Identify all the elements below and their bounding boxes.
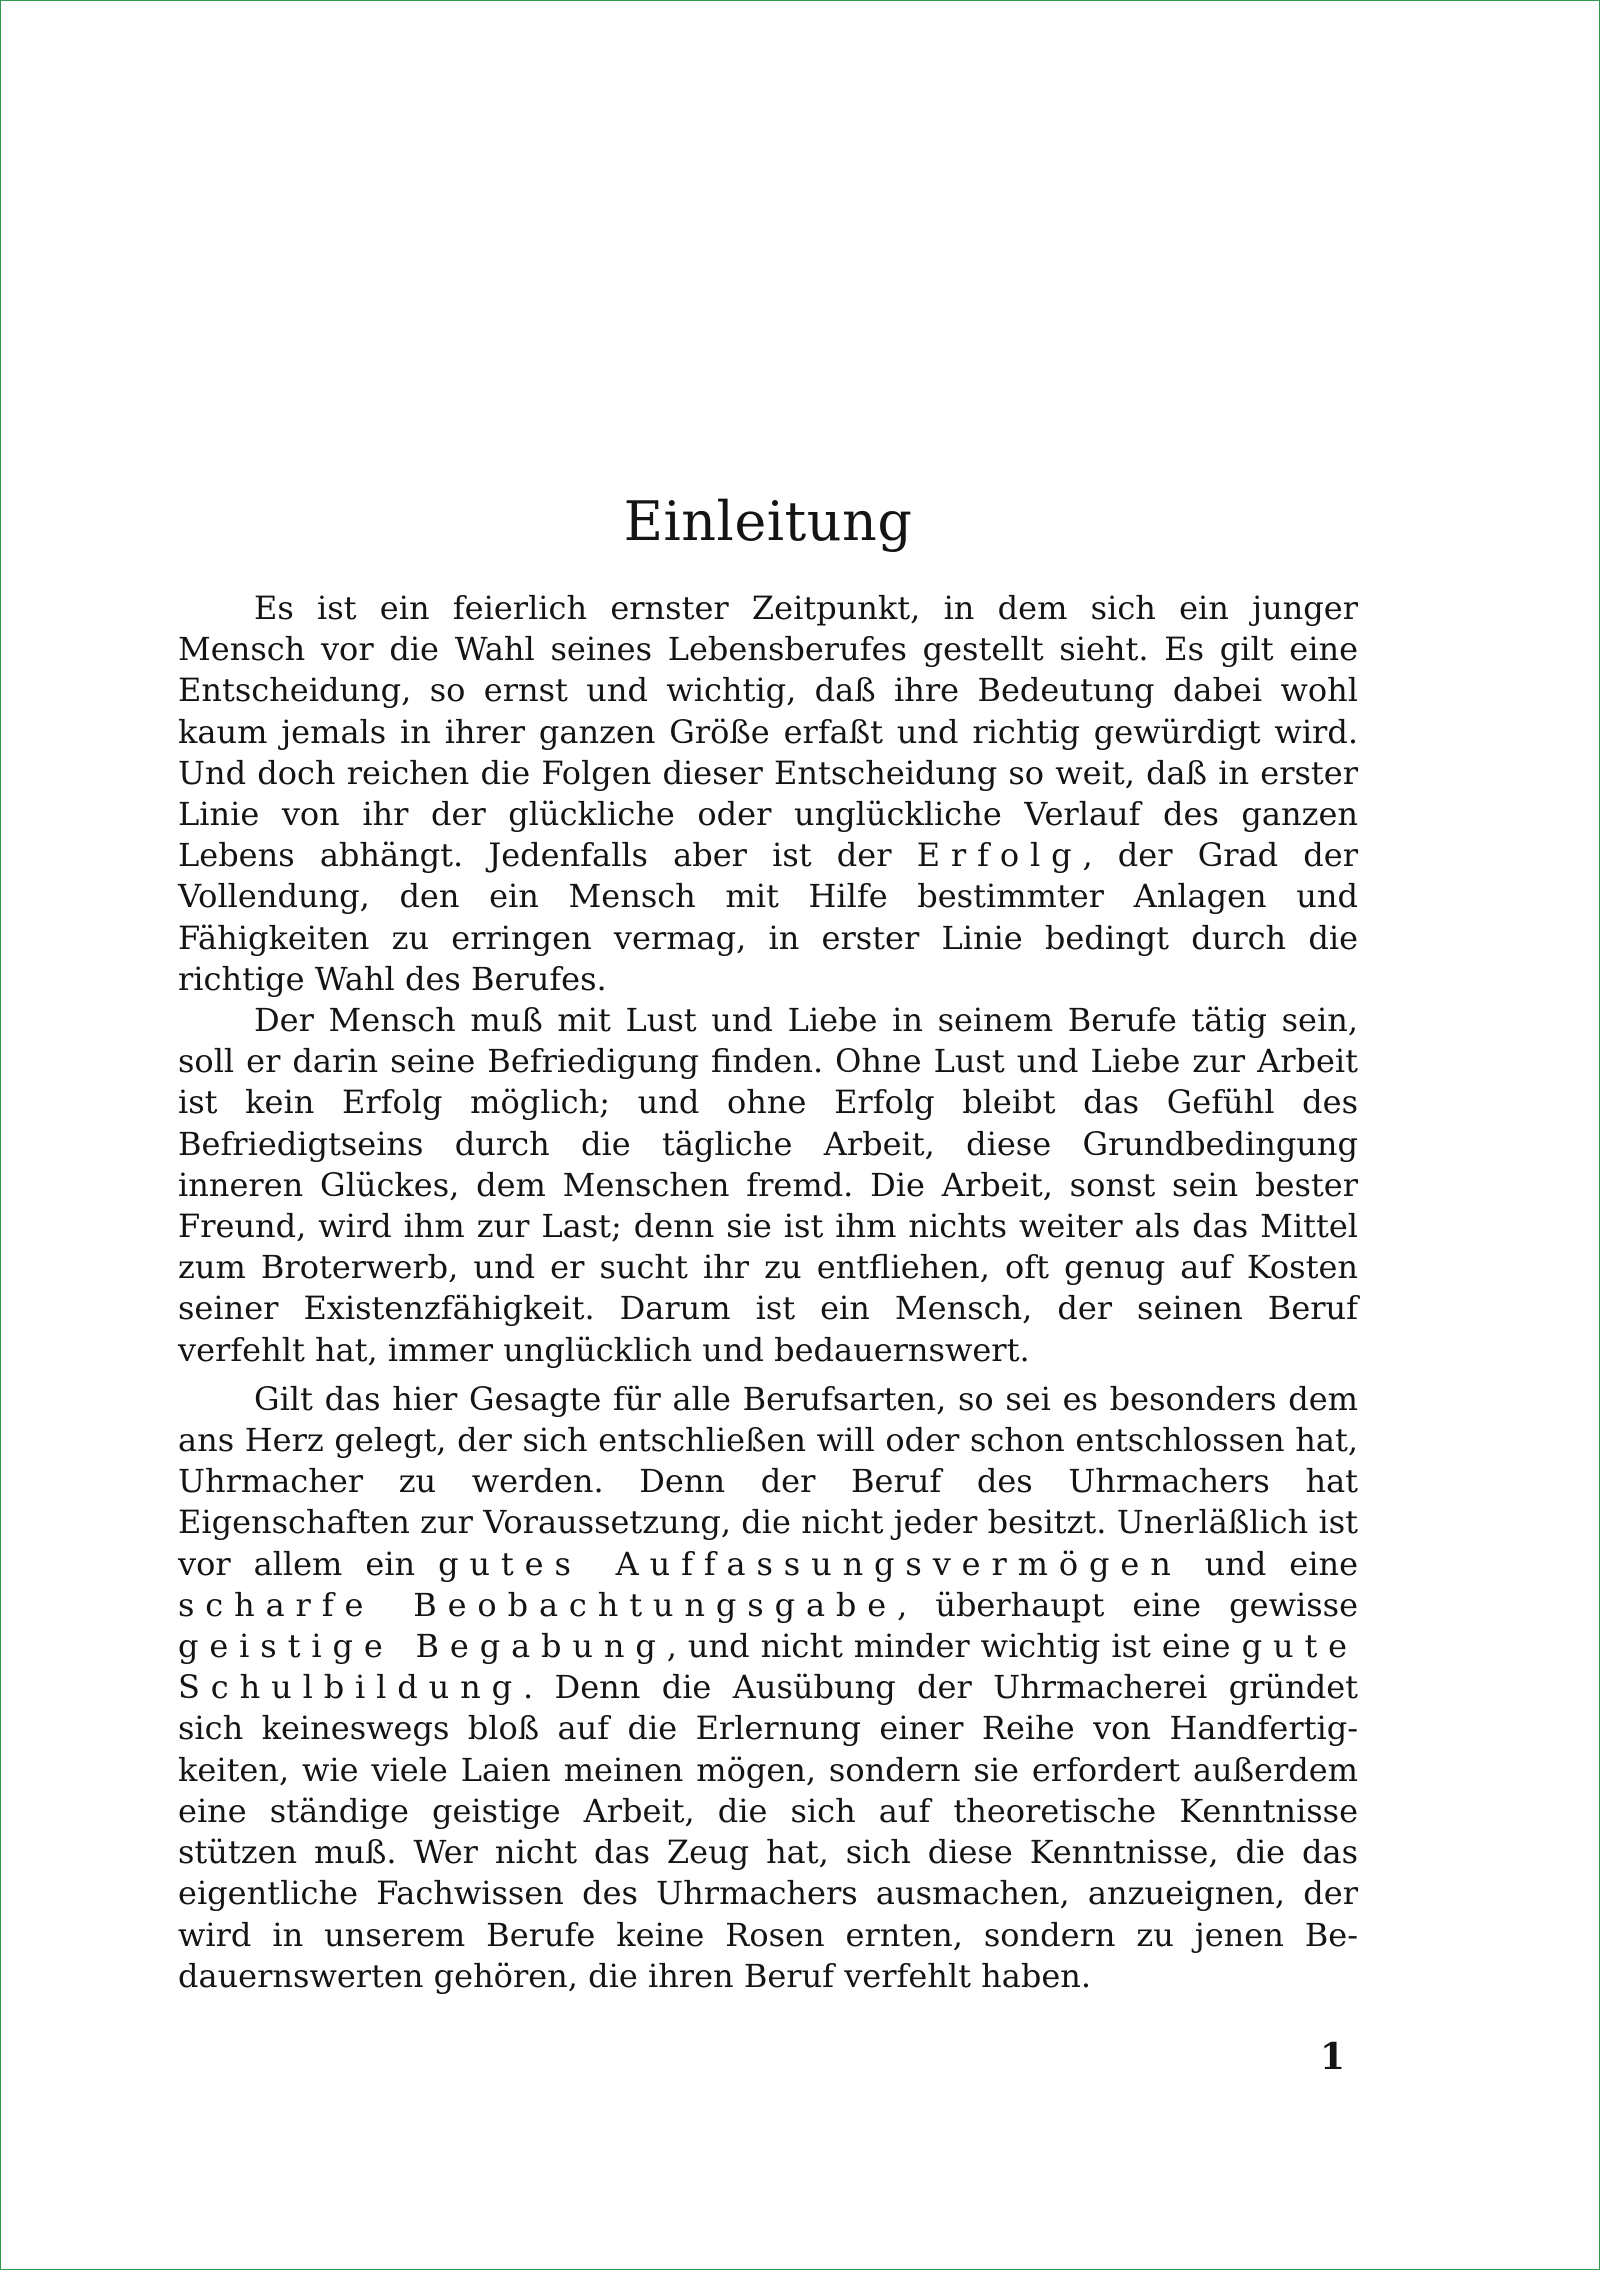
- page-number: 1: [1320, 2036, 1346, 2078]
- paragraph: [178, 1000, 1358, 1371]
- paragraph-text: , überhaupt eine gewisse: [897, 1585, 1359, 1624]
- paragraph-text: , und nicht minder wichtig ist eine: [666, 1627, 1242, 1666]
- page-body: [178, 480, 1358, 1997]
- paragraph-text: und eine: [1181, 1544, 1359, 1583]
- paragraph-text: Der Mensch muß mit Lust und Liebe in seinem Berufe tätig sein, soll er darin seine Befriedigung finden. Ohne Lust und Liebe zur Arbeit ist kein Erfolg möglich; und ohne Erfolg bleibt das Gefühl des Befriedigtseins durch die tägliche Arbeit, diese Grundbedingung inneren Glückes, dem Menschen fremd. Die Arbeit, sonst sein bester Freund, wird ihm zur Last; denn sie ist ihm nichts weiter als das Mittel zum Broterwerb, und er sucht ihr zu entfliehen, oft genug auf Kosten seiner Existenzfähigkeit. Darum ist ein Mensch, der seinen Beruf verfehlt hat, immer unglücklich und bedauernswert.: [178, 1001, 1358, 1369]
- chapter-title: Einleitung: [623, 490, 913, 553]
- paragraph-text: , der Grad der Vollendung, den ein Mensch mit Hilfe bestimmter Anlagen und Fähigkeiten zu erringen vermag, in erster Linie bedingt durch die richtige Wahl des Berufes.: [178, 836, 1358, 998]
- emphasis-spaced-text: geistige Begabung: [178, 1627, 667, 1666]
- paragraph: [178, 588, 1358, 1000]
- paragraph: [178, 1379, 1358, 1997]
- emphasis-spaced-text: Erfolg: [916, 836, 1083, 875]
- paragraph-text: Es ist ein feierlich ernster Zeitpunkt, in dem sich ein junger Mensch vor die Wahl seines Lebensberufes gestellt sieht. Es gilt eine Entscheidung, so ernst und wichtig, daß ihre Bedeutung dabei wohl kaum jemals in ihrer ganzen Größe erfaßt und richtig gewürdigt wird. Und doch reichen die Folgen dieser Entscheidung so weit, daß in erster Linie von ihr der glückliche oder unglückliche Verlauf des ganzen Lebens abhängt. Jedenfalls aber ist der: [178, 589, 1358, 875]
- paragraph-text: . Denn die Ausübung der Uhrmacherei gründet sich keineswegs bloß auf die Erlernung einer Reihe von Handfertigkeiten, wie viele Laien meinen mögen, sondern sie erfordert außerdem eine ständige geistige Arbeit, die sich auf theoretische Kenntnisse stützen muß. Wer nicht das Zeug hat, sich diese Kenntnisse, die das eigentliche Fachwissen des Uhrmachers ausmachen, anzueignen, der wird in unserem Berufe keine Rosen ernten, sondern zu jenen Bedauernswerten gehören, die ihren Beruf verfehlt haben.: [178, 1668, 1358, 1995]
- body-text: [178, 588, 1358, 1997]
- paragraph-text: Gilt das hier Gesagte für alle Berufsarten, so sei es besonders dem ans Herz gelegt, der sich entschließen will oder schon entschlossen hat, Uhrmacher zu werden. Denn der Beruf des Uhrmachers hat Eigenschaften zur Voraussetzung, die nicht jeder besitzt. Unerläßlich ist vor allem ein: [178, 1379, 1358, 1583]
- emphasis-spaced-text: gutes Auffassungsvermögen: [438, 1544, 1182, 1583]
- emphasis-spaced-text: gute Schulbildung: [178, 1627, 1359, 1707]
- emphasis-spaced-text: scharfe Beobachtungsgabe: [178, 1585, 898, 1624]
